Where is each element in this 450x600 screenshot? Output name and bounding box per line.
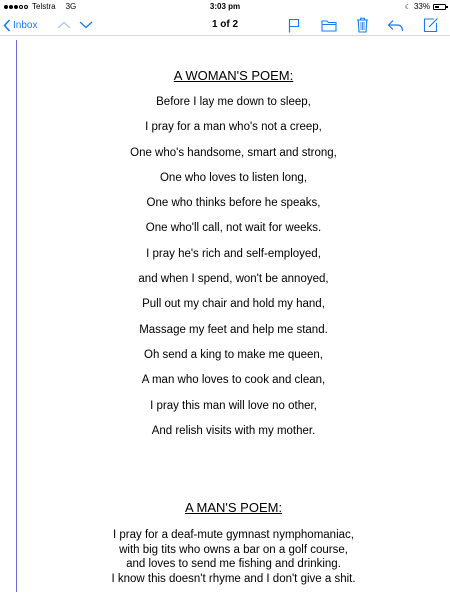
poem-line: Before I lay me down to sleep,	[156, 96, 311, 108]
reply-button[interactable]	[386, 16, 404, 34]
poem-line: One who loves to listen long,	[159, 171, 308, 184]
back-label: Inbox	[13, 19, 38, 31]
compose-button[interactable]	[422, 16, 440, 34]
status-bar	[0, 0, 450, 14]
poem-line: And relish visits with my mother.	[151, 424, 316, 437]
mail-nav-bar	[0, 14, 450, 36]
poem-line: I pray this man will love no other,	[150, 399, 317, 412]
poem-line: and when I spend, won't be annoyed,	[138, 273, 329, 286]
poem-line: One who'll call, not wait for weeks.	[145, 222, 322, 235]
flag-icon	[288, 18, 300, 33]
flag-button[interactable]	[286, 16, 302, 34]
poem-line: One who thinks before he speaks,	[146, 197, 321, 210]
poem-line: Massage my feet and help me stand.	[139, 323, 328, 336]
chevron-left-icon	[3, 19, 11, 32]
poem-line: and loves to send me fishing and drinking.	[126, 558, 341, 570]
network-type: 3G	[65, 2, 77, 11]
battery-icon	[433, 4, 446, 10]
arrow-up-icon	[57, 21, 71, 29]
poem-title: A WOMAN'S POEM:	[173, 68, 294, 83]
poem-line: I pray he's rich and self-employed,	[146, 247, 321, 260]
status-right	[405, 2, 446, 11]
previous-message-button[interactable]	[56, 17, 72, 33]
poem-line: One who's handsome, smart and strong,	[130, 146, 337, 159]
reply-icon	[387, 19, 404, 32]
arrow-down-icon	[79, 21, 93, 29]
poem-line: Oh send a king to make me queen,	[144, 348, 323, 361]
message-position: 1 of 2	[211, 19, 239, 30]
poem-line: I pray for a man who's not a creep,	[145, 121, 322, 134]
poem-line: I know this doesn't rhyme and I don't give a shit.	[111, 572, 356, 585]
move-to-folder-button[interactable]	[320, 16, 338, 34]
poem-line: I pray for a deaf-mute gymnast nymphomaniac,	[113, 529, 354, 541]
poem-title: A MAN'S POEM:	[184, 500, 283, 515]
poem-line: with big tits who owns a bar on a golf course,	[119, 543, 348, 556]
back-to-inbox-button[interactable]	[3, 16, 37, 34]
carrier-name: Telstra	[32, 2, 56, 11]
battery-percent: 33%	[413, 2, 430, 11]
trash-icon	[356, 17, 369, 33]
moon-icon: ☾	[404, 3, 411, 11]
next-message-button[interactable]	[78, 17, 94, 33]
mans-poem	[17, 500, 450, 586]
poem-line: Pull out my chair and hold my hand,	[142, 298, 325, 311]
poem-line: A man who loves to cook and clean,	[141, 374, 326, 387]
womans-poem	[17, 68, 450, 449]
status-time: 3:03 pm	[209, 2, 241, 11]
folder-icon	[321, 19, 337, 32]
compose-icon	[423, 17, 439, 33]
delete-button[interactable]	[354, 16, 370, 34]
